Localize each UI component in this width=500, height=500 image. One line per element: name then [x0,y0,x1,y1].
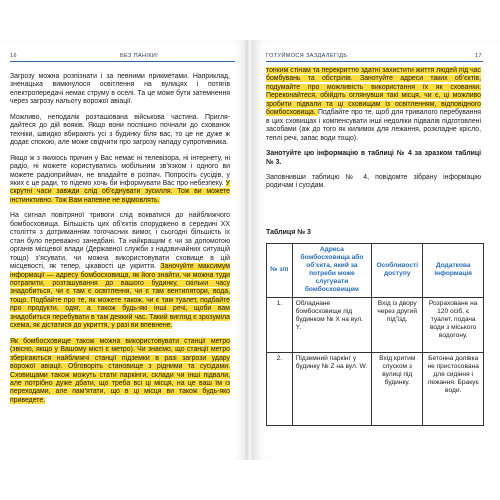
running-title: БЕЗ ПАНІКИ! [120,53,159,59]
header-rule [10,61,235,62]
right-body-text [266,67,481,191]
paragraph [10,212,230,330]
paragraph [266,67,481,143]
paragraph [10,338,230,406]
table-cell: Обладнане бомбосховище під будинком № Х на вул. Y. [292,297,372,352]
table-cell: 2. [267,352,293,425]
shelter-table [266,243,484,426]
table-cell: Підземний паркінг у будинку № Z на вул. W. [292,352,372,425]
table-caption: Таблиця № 3 [266,229,311,236]
column-header: Адреса бомбосховища або об’єкта, який за потреби може слугувати бомбосховищем [292,244,372,298]
paragraph-text: На сигнал повітряної тривоги слід вокватися до найближчого бомбосховища. Більшість цих об’єктів споруджено в середині ХХ століття з дотриманням тогочасних вимог, і сьогодні більшість іх стан було переважно занедбані. Та найкращим є чи за допомогою органів місцевої влади (Державної служби з надзвичайних ситуацій тощо) з’ясувати, чи можна використовувати сховище в цій місцевості, як тепер, цікавості це укриття. [10,212,230,271]
paragraph [10,114,230,148]
running-title: ГОТУЙМОСЯ ЗАЗДАЛЕГІДЬ [266,53,348,59]
table-cell: Бетонна долівка не пристосована для сидіння і лежання. Бракує води. [423,352,484,425]
table-cell: Вхід критим спуском з вулиці під будинку. [372,352,423,425]
paragraph [10,155,230,206]
column-header: Додаткова інформація [423,244,484,298]
highlighted-text: Заночуйте максимум інформації — адресу бомбосховища, як його знайти, чи можна туди потрапити, розташування до вашого будинку, скільки часу знадобиться, чи є там є освітлення, чи є там вентилятори, вода, тощо. Подбайте про те, як можете також, чи є там туалет, подбайте про продукти, одяг, а також будь-які інші речі, щоби вам знадобиться перебувати в там деякий час. Такий вигляд є зрозуміла схема, як дістатися до укриття, у разі ви впевнене. [10,263,230,330]
book-spread [0,40,500,460]
page-number: 16 [10,53,17,59]
table-header-row [267,244,484,298]
highlighted-text: У скрутні часи завжди слід об’єднувати зусилля. Тож ви можете інстинктивно. Тож Вам напевне не відмовлять. [10,179,230,204]
header-rule [266,61,483,62]
highlighted-text: Як бомбосховище також можна використовувати станції метро (звісно, якщо у Вашому місті є метро). Чи знаємо, що станції метро зберігаються найближчі станції підземки в разі загрози удару ворожої авіації. Обговоріть становище з рідними та сусідами. Сховищами також можуть стати паркінги, склади чи інші підвали, але потрібно дуже дбати, що треба всі ці місця, на це ваш їм із переходами, але пам’ятати, що в ці місця ви також будь-яко приведете. [10,337,230,404]
table-row [267,297,484,352]
paragraph-text: Можливо, неподалік розташована військова частина. Приглядайтеся до дій вояків. Якщо вони поспішно почнали до схованок техніки, швидко вбирають усі з будинку біля вас, то це не дуже ж додає спокою, але може свідчити про загрозу нападу супротивника. [10,113,230,147]
page-number: 17 [475,53,482,59]
fill-note: Заповнивши таблицю № 4, повідомте зібрану інформацію родичам і сусідам. [266,173,481,190]
paragraph-text: Загрозу можна розпізнати і за певними прикметами. Наприклад, зненацька вимкнулося освітлення на вулицях і потягів електропередачі немає струму в оселі. Та це може бути затемнення через загрозу нальоту ворожої авіації. [10,73,230,106]
column-header: № з/п [267,244,293,298]
paragraph [10,73,230,107]
table-cell: 1. [267,297,293,352]
column-header: Особливості доступу [372,244,423,298]
instruction-text: Занотуйте цю інформацію в таблиці № 4 за зразком таблиці № 3. [266,150,481,166]
paragraph-text: Подбайте про те, щоб для тривалого перебування в цих сховищах і компенсувати інші недоліки підвалів підготовлені засобами (аж до того як килимок для лежання, розкладне крісло, теплі речі, запас води тощо). [266,109,482,142]
table-cell: Розраховане на 120 осіб, є туалет, подача води з міського водогону. [423,297,484,352]
right-page [252,40,500,460]
highlighted-text: тонким стінам та перекриттю здатні захистити життя людей під час бомбувань та обстрілів. Занотуйте адреси таких об’єктів, подумайте про можливість використання їх як схованки. Переконайтеся, обійдіть оглянувши такі місця, чи є, ці можливо зробити підвали та ці сховищам із освітленням, відповідного бомбосховища. [266,67,481,117]
paragraph-text: Якщо ж з якихось причин у Вас немає ні телевізора, ні інтернету, ні радіо, ні можете користуватись мобільним зв’язком і одного ви можете радіоприймач, не впадайте в розпач. Попросіть сусідів, у яких є це ради, то підемо хочь би інформувати Вас про небезпеку. [10,154,230,187]
table-row [267,352,484,425]
table-cell: Вхід із двору через другий під’їзд. [372,297,423,352]
left-page [0,40,248,460]
left-body-text [10,73,230,405]
